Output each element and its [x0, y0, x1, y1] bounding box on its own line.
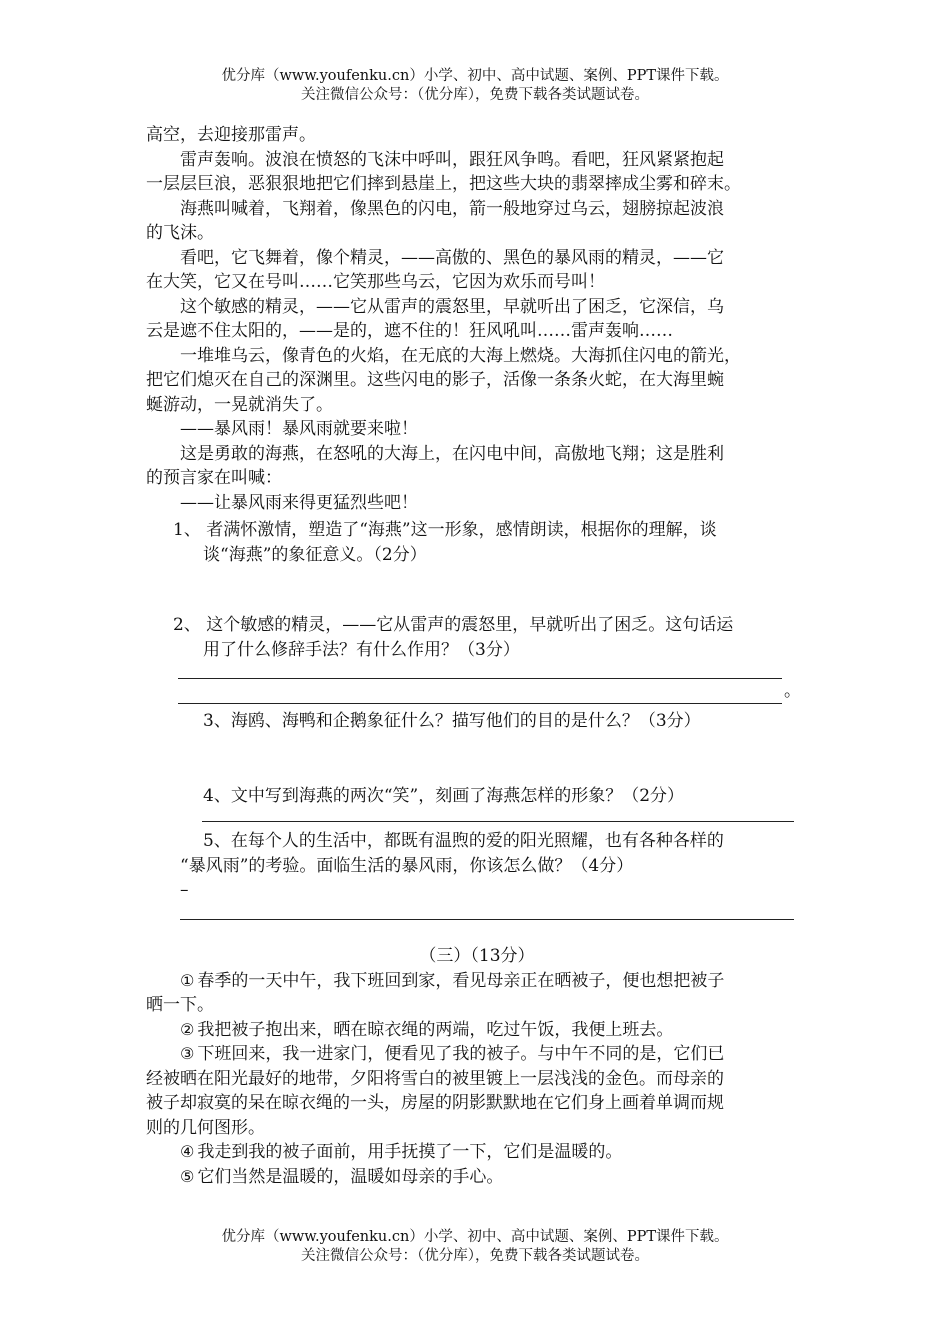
- question-5: 5、在每个人的生活中，都既有温煦的爱的阳光照耀，也有各种各样的: [203, 831, 724, 851]
- section-paragraph: [146, 1018, 808, 1043]
- header-line-1: 优分库（www.youfenku.cn）小学、初中、高中试题、案例、PPT课件下载。: [221, 68, 729, 84]
- paragraph-text: 春季的一天中午，我下班回到家，看见母亲正在晒被子，便也想把被子: [197, 970, 725, 991]
- answer-line[interactable]: [202, 821, 794, 822]
- section-paragraph: [146, 969, 808, 994]
- passage-line: 海燕叫喊着，飞翔着，像黑色的闪电，箭一般地穿过乌云，翅膀掠起波浪: [180, 198, 724, 219]
- paragraph-number: ①: [180, 970, 195, 990]
- page-footer: [0, 1228, 950, 1266]
- passage-line: 在大笑，它又在号叫……它笑那些乌云，它因为欢乐而号叫！: [146, 272, 605, 292]
- passage-line: 这是勇敢的海燕，在怒吼的大海上，在闪电中间，高傲地飞翔；这是胜利: [180, 443, 724, 464]
- header-line-2: 关注微信公众号：（优分库），免费下载各类试题试卷。: [301, 87, 649, 103]
- document-body: [146, 123, 808, 1189]
- paragraph-number: ④: [180, 1142, 195, 1161]
- question-1: 1、 者满怀激情，塑造了“海燕”这一形象，感情朗读，根据你的理解，谈: [173, 520, 717, 540]
- question-4: 4、文中写到海燕的两次“笑”，刻画了海燕怎样的形象？（2分）: [203, 785, 685, 806]
- question-1-cont: 谈“海燕”的象征意义。（2分）: [203, 544, 427, 565]
- page-header: [0, 67, 950, 105]
- section-paragraph: [146, 1140, 808, 1165]
- passage-line: ——暴风雨！暴风雨就要来啦！: [180, 419, 418, 439]
- question-2: 2、 这个敏感的精灵，——它从雷声的震怒里，早就听出了困乏。这句话运: [173, 615, 734, 635]
- passage-line: 雷声轰响。波浪在愤怒的飞沫中呼叫，跟狂风争鸣。看吧，狂风紧紧抱起: [180, 149, 724, 170]
- section-title: （三）（13分）: [419, 946, 535, 966]
- answer-line-period: 。: [784, 681, 801, 701]
- passage-line: 一堆堆乌云，像青色的火焰，在无底的大海上燃烧。大海抓住闪电的箭光，: [180, 345, 741, 366]
- answer-line[interactable]: [178, 703, 782, 704]
- section-line: 经被晒在阳光最好的地带，夕阳将雪白的被里镀上一层浅浅的金色。而母亲的: [146, 1068, 724, 1089]
- paragraph-number: ⑤: [180, 1166, 195, 1186]
- passage-line: 一层层巨浪，恶狠狠地把它们摔到悬崖上，把这些大块的翡翠摔成尘雾和碎末。: [146, 174, 741, 194]
- paragraph-text: 我把被子抱出来，晒在晾衣绳的两端，吃过午饭，我便上班去。: [197, 1019, 674, 1040]
- section-paragraph: [146, 1042, 808, 1067]
- paragraph-text: 下班回来，我一进家门，便看见了我的被子。与中午不同的是，它们已: [197, 1044, 725, 1064]
- passage-line: 这个敏感的精灵，——它从雷声的震怒里，早就听出了困乏，它深信，乌: [180, 296, 724, 317]
- section-paragraph: [146, 1165, 808, 1190]
- answer-dash: –: [180, 880, 189, 900]
- passage-line: 的预言家在叫喊：: [146, 468, 282, 488]
- passage-line: 蜒游动，一晃就消失了。: [146, 394, 333, 415]
- passage-line: 看吧，它飞舞着，像个精灵，——高傲的、黑色的暴风雨的精灵，——它: [180, 247, 724, 268]
- passage-line: 的飞沫。: [146, 223, 214, 243]
- section-line: 则的几何图形。: [146, 1117, 265, 1138]
- paragraph-number: ②: [180, 1019, 195, 1039]
- paragraph-text: 我走到我的被子面前，用手抚摸了一下，它们是温暖的。: [197, 1142, 623, 1162]
- passage-line: ——让暴风雨来得更猛烈些吧！: [180, 492, 418, 513]
- section-line: 晒一下。: [146, 995, 214, 1015]
- paragraph-text: 它们当然是温暖的，温暖如母亲的手心。: [197, 1166, 504, 1187]
- answer-line[interactable]: [180, 919, 794, 920]
- footer-line-1: 优分库（www.youfenku.cn）小学、初中、高中试题、案例、PPT课件下载。: [221, 1229, 729, 1245]
- question-5-cont: “暴风雨”的考验。面临生活的暴风雨，你该怎么做？（4分）: [180, 855, 634, 876]
- passage-line: 把它们熄灭在自己的深渊里。这些闪电的影子，活像一条条火蛇，在大海里蜿: [146, 370, 724, 390]
- question-3: 3、海鸥、海鸭和企鹅象征什么？描写他们的目的是什么？（3分）: [203, 711, 701, 731]
- footer-line-2: 关注微信公众号：（优分库），免费下载各类试题试卷。: [301, 1248, 649, 1264]
- passage-line: 云是遮不住太阳的，——是的，遮不住的！狂风吼叫……雷声轰响……: [146, 321, 673, 341]
- paragraph-number: ③: [180, 1044, 195, 1063]
- passage-line: 高空，去迎接那雷声。: [146, 125, 316, 145]
- section-line: 被子却寂寞的呆在晾衣绳的一头，房屋的阴影默默地在它们身上画着单调而规: [146, 1093, 724, 1113]
- question-2-cont: 用了什么修辞手法？有什么作用？（3分）: [203, 639, 520, 660]
